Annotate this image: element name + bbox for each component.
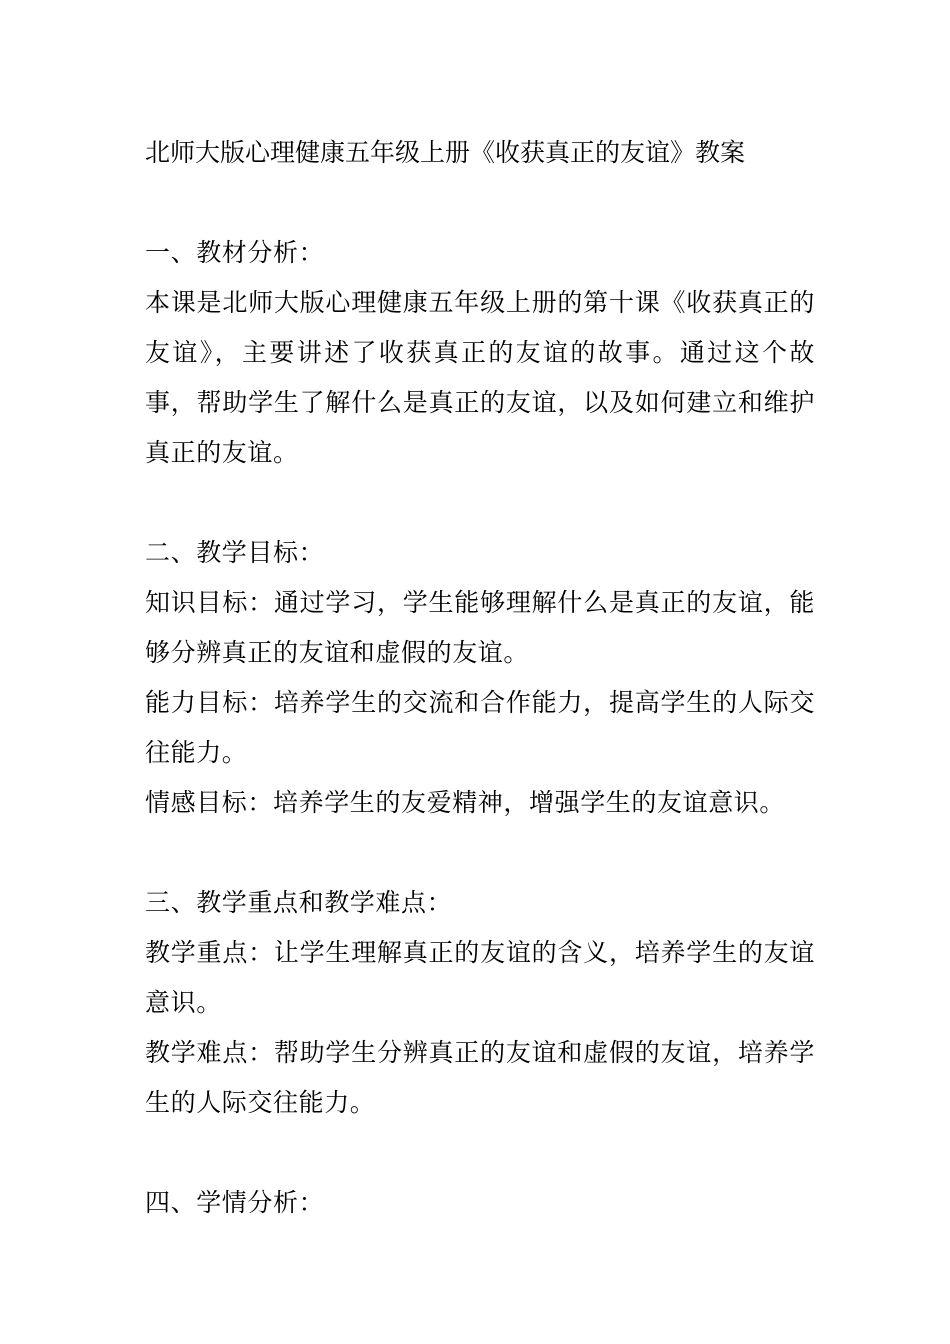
knowledge-objective: 知识目标：通过学习，学生能够理解什么是真正的友谊，能够分辨真正的友谊和虚假的友谊。 bbox=[145, 588, 815, 667]
key-point: 教学重点：让学生理解真正的友谊的含义，培养学生的友谊意识。 bbox=[145, 938, 815, 1017]
section-key-and-difficult-points bbox=[145, 878, 815, 1128]
section-heading: 四、学情分析： bbox=[145, 1188, 325, 1217]
section-heading: 二、教学目标： bbox=[145, 538, 325, 567]
section-paragraph: 本课是北师大版心理健康五年级上册的第十课《收获真正的友谊》，主要讲述了收获真正的友谊的故事。通过这个故事，帮助学生了解什么是真正的友谊，以及如何建立和维护真正的友谊。 bbox=[145, 288, 815, 467]
section-student-analysis bbox=[145, 1178, 815, 1228]
section-teaching-objectives bbox=[145, 528, 815, 828]
difficult-point: 教学难点：帮助学生分辨真正的友谊和虚假的友谊，培养学生的人际交往能力。 bbox=[145, 1038, 815, 1117]
emotional-objective: 情感目标：培养学生的友爱精神，增强学生的友谊意识。 bbox=[145, 788, 786, 817]
section-heading: 三、教学重点和教学难点： bbox=[145, 888, 453, 917]
document-body bbox=[145, 128, 815, 1228]
section-heading: 一、教材分析： bbox=[145, 238, 325, 267]
ability-objective: 能力目标：培养学生的交流和合作能力，提高学生的人际交往能力。 bbox=[145, 688, 815, 767]
document-title: 北师大版心理健康五年级上册《收获真正的友谊》教案 bbox=[145, 138, 746, 167]
section-textbook-analysis bbox=[145, 228, 815, 478]
